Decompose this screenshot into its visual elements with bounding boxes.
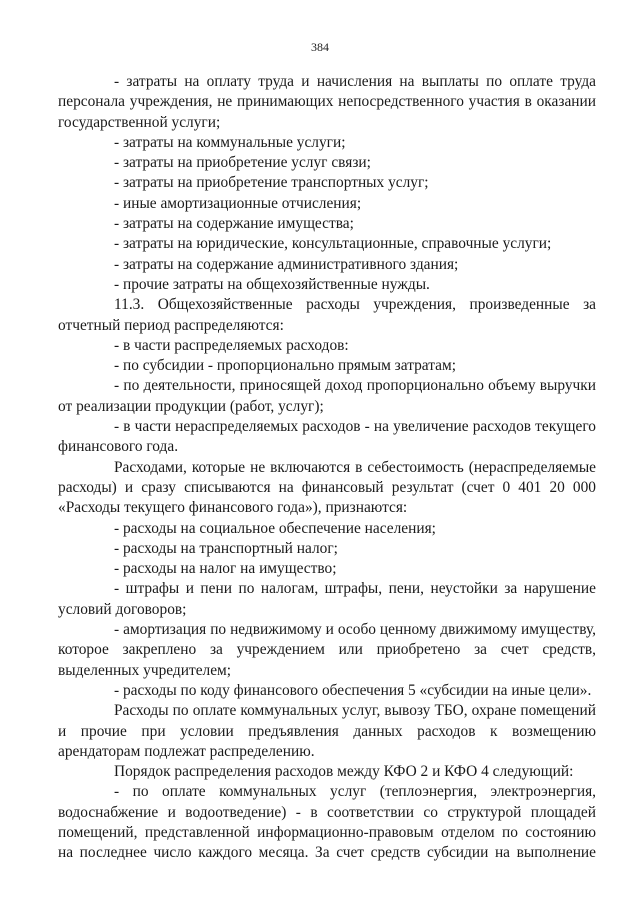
paragraph: - расходы на налог на имущество; — [114, 560, 337, 578]
paragraph: - расходы на социальное обеспечение населения; — [114, 519, 436, 537]
paragraph: - затраты на приобретение транспортных услуг; — [114, 174, 429, 192]
paragraph: - затраты на содержание имущества; — [114, 215, 354, 233]
paragraph: - по оплате коммунальных услуг (теплоэнергия, электроэнергия, водоснабжение и водоотведение) - в соответствии со структурой площадей помещений, представленной информационно-правовым отделом по состоянию на последнее число каждого месяца. За счет средств субсидии на выполнение — [58, 783, 596, 862]
paragraph: - в части распределяемых расходов: — [114, 336, 349, 354]
paragraph: - по деятельности, приносящей доход пропорционально объему выручки от реализации продукции (работ, услуг); — [58, 377, 596, 415]
paragraph: Порядок распределения расходов между КФО 2 и КФО 4 следующий: — [114, 763, 574, 781]
paragraph: Расходами, которые не включаются в себестоимость (нераспределяемые расходы) и сразу списываются на финансовый результат (счет 0 401 20 000 «Расходы текущего финансового года»), признаются: — [58, 458, 596, 517]
paragraph: - амортизация по недвижимому и особо ценному движимому имуществу, которое закреплено за учреждением или приобретено за счет средств, выделенных учредителем; — [58, 621, 596, 679]
paragraph: - расходы по коду финансового обеспечения 5 «субсидии на иные цели». — [114, 681, 592, 699]
paragraph: - затраты на оплату труда и начисления на выплаты по оплате труда персонала учреждения, не принимающих непосредственного участия в оказании государственной услуги; — [58, 73, 596, 131]
paragraph: - в части нераспределяемых расходов - на увеличение расходов текущего финансового года. — [58, 418, 596, 456]
paragraph: 11.3. Общехозяйственные расходы учреждения, произведенные за отчетный период распределяются: — [58, 296, 596, 334]
paragraph: Расходы по оплате коммунальных услуг, вывозу ТБО, охране помещений и прочие при условии предъявления данных расходов к возмещению арендаторам подлежат распределению. — [58, 702, 596, 760]
paragraph: - затраты на коммунальные услуги; — [114, 133, 346, 151]
paragraph: - затраты на юридические, консультационные, справочные услуги; — [114, 235, 552, 253]
paragraph: - затраты на содержание административного здания; — [114, 255, 459, 273]
paragraph: - по субсидии - пропорционально прямым затратам; — [114, 357, 456, 375]
paragraph: - расходы на транспортный налог; — [114, 539, 338, 557]
document-body — [58, 72, 596, 864]
page-number: 384 — [311, 40, 329, 54]
paragraph: - иные амортизационные отчисления; — [114, 194, 362, 212]
paragraph: - прочие затраты на общехозяйственные нужды. — [114, 275, 430, 293]
paragraph: - штрафы и пени по налогам, штрафы, пени, неустойки за нарушение условий договоров; — [58, 580, 596, 618]
paragraph: - затраты на приобретение услуг связи; — [114, 154, 371, 172]
